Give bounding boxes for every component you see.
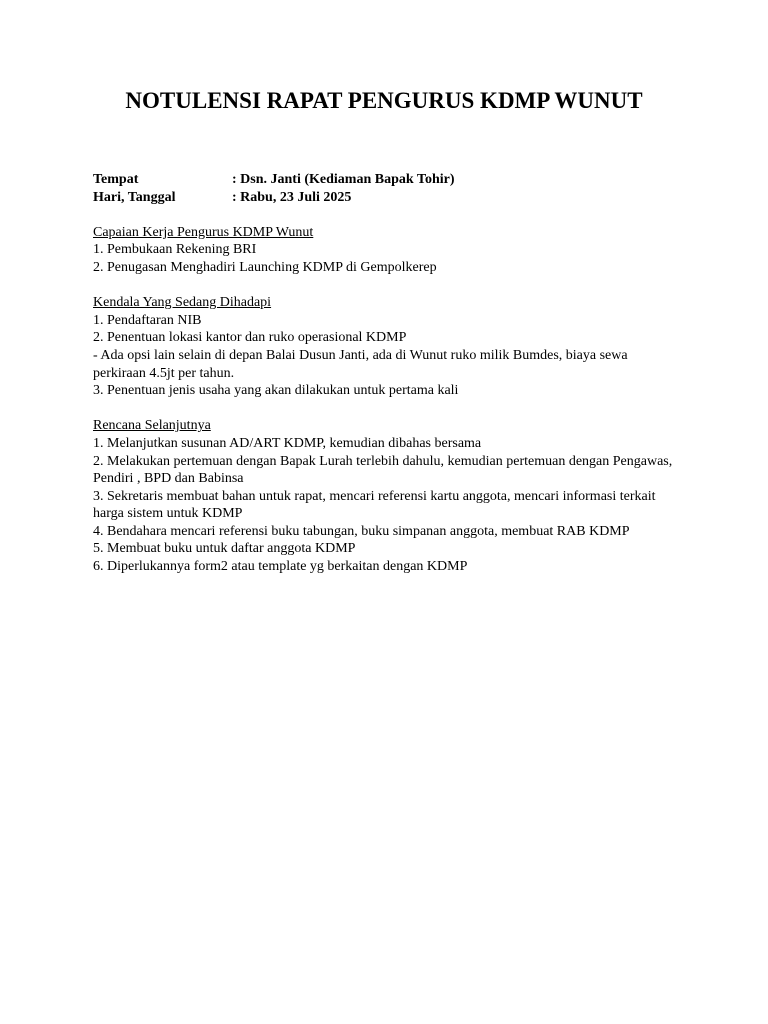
document-title: NOTULENSI RAPAT PENGURUS KDMP WUNUT [125, 88, 643, 113]
section-capaian-kerja [93, 224, 683, 277]
list-item: 2. Penentuan lokasi kantor dan ruko operasional KDMP [93, 330, 407, 346]
meta-row-hari-tanggal [93, 189, 683, 207]
document-body [93, 171, 683, 576]
section-heading: Rencana Selanjutnya [93, 418, 211, 434]
list-item: 5. Membuat buku untuk daftar anggota KDMP [93, 541, 356, 557]
list-item: 2. Melakukan pertemuan dengan Bapak Lurah terlebih dahulu, kemudian pertemuan dengan Pengawas, Pendiri , BPD dan Babinsa [93, 453, 673, 487]
section-kendala [93, 294, 683, 400]
meeting-info [93, 171, 683, 206]
meta-value: : Rabu, 23 Juli 2025 [232, 189, 352, 205]
list-item: 1. Pembukaan Rekening BRI [93, 242, 257, 258]
list-item: 1. Pendaftaran NIB [93, 312, 202, 328]
list-item: 4. Bendahara mencari referensi buku tabungan, buku simpanan anggota, membuat RAB KDMP [93, 523, 630, 539]
meta-row-tempat [93, 171, 683, 189]
list-item: 6. Diperlukannya form2 atau template yg berkaitan dengan KDMP [93, 559, 468, 575]
meta-label: Hari, Tanggal [93, 189, 176, 205]
list-item: 1. Melanjutkan susunan AD/ART KDMP, kemudian dibahas bersama [93, 435, 482, 451]
list-item: 3. Penentuan jenis usaha yang akan dilakukan untuk pertama kali [93, 383, 459, 399]
list-item: 2. Penugasan Menghadiri Launching KDMP di Gempolkerep [93, 259, 437, 275]
section-rencana-selanjutnya [93, 417, 683, 575]
section-heading: Capaian Kerja Pengurus KDMP Wunut [93, 224, 314, 240]
list-item: - Ada opsi lain selain di depan Balai Dusun Janti, ada di Wunut ruko milik Bumdes, biaya sewa perkiraan 4.5jt per tahun. [93, 347, 628, 381]
list-item: 3. Sekretaris membuat bahan untuk rapat, mencari referensi kartu anggota, mencari informasi terkait harga sistem untuk KDMP [93, 488, 656, 522]
section-heading: Kendala Yang Sedang Dihadapi [93, 295, 272, 311]
meta-label: Tempat [93, 172, 139, 187]
meta-value: : Dsn. Janti (Kediaman Bapak Tohir) [232, 172, 455, 187]
